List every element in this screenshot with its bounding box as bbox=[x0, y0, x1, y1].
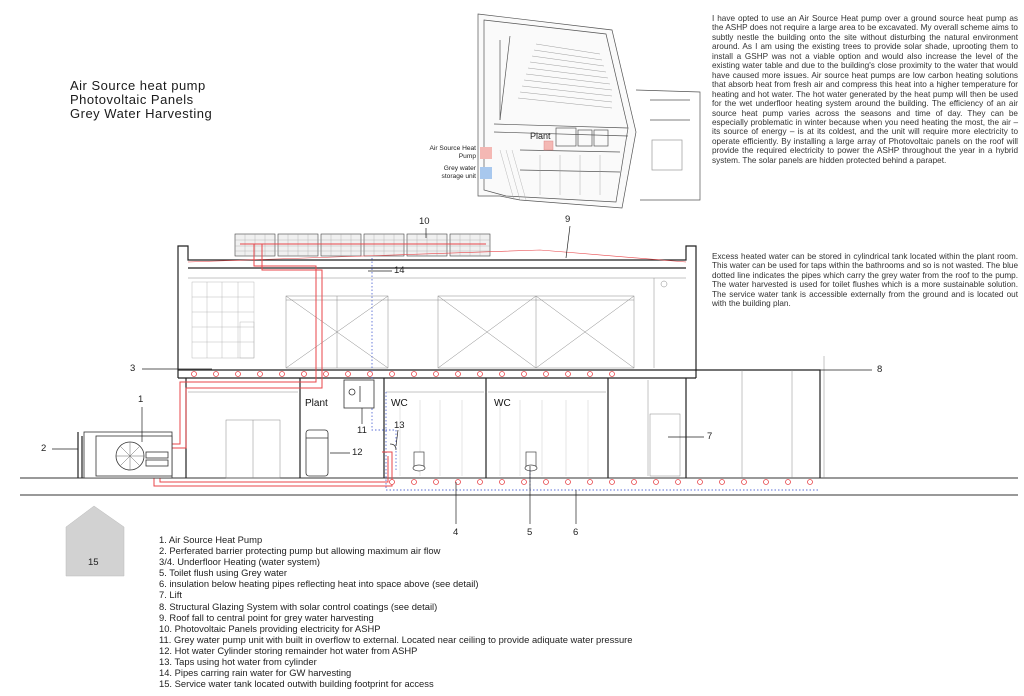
plan-plant-marker bbox=[544, 141, 553, 150]
callout-13: 13 bbox=[394, 420, 405, 431]
room-label-wc-1: WC bbox=[391, 398, 408, 409]
underfloor-lower bbox=[390, 480, 813, 485]
grey-water-swatch bbox=[480, 167, 492, 179]
hot-water-cylinder bbox=[306, 430, 328, 476]
plant-equipment bbox=[306, 380, 396, 476]
callout-9: 9 bbox=[565, 214, 571, 225]
ashp-swatch bbox=[480, 147, 492, 159]
title-line-3: Grey Water Harvesting bbox=[70, 106, 213, 121]
legend-item: 14. Pipes carring rain water for GW harvesting bbox=[159, 667, 352, 679]
legend-item: 5. Toilet flush using Grey water bbox=[159, 567, 288, 579]
callout-8: 8 bbox=[877, 364, 883, 375]
legend-item: 2. Perferated barrier protecting pump but allowing maximum air flow bbox=[159, 545, 441, 557]
room-label-wc-2: WC bbox=[494, 398, 511, 409]
callout-11: 11 bbox=[357, 425, 367, 436]
title-line-2: Photovoltaic Panels bbox=[70, 92, 194, 107]
plan-plant-label: Plant bbox=[530, 131, 551, 141]
callout-10: 10 bbox=[419, 216, 430, 227]
ashp-unit bbox=[84, 432, 172, 478]
underfloor-upper bbox=[192, 372, 615, 377]
site-plan bbox=[478, 14, 700, 208]
room-label-plant: Plant bbox=[305, 398, 328, 409]
grey-water-pump bbox=[344, 380, 374, 408]
legend-item: 7. Lift bbox=[159, 589, 182, 601]
callout-1: 1 bbox=[138, 394, 144, 405]
tap bbox=[390, 444, 396, 450]
description-paragraph-2: Excess heated water can be stored in cylindrical tank located within the plant room. This water can be used for taps within the bathrooms and so is not wasted. The blue dotted line indicates the pipes which carry the grey water from the roof to the pump. The water harvested is used for toilet flushes which is a more sustainable solution. The service water tank is accessible externally from the ground and is located out with the building plan. bbox=[712, 252, 1018, 309]
legend-item: 10. Photovoltaic Panels providing electricity for ASHP bbox=[159, 622, 381, 634]
legend-item: 12. Hot water Cylinder storing remainder hot water from ASHP bbox=[159, 644, 418, 656]
title-line-1: Air Source heat pump bbox=[70, 78, 206, 93]
grey-water-key-label: Grey water storage unit bbox=[441, 165, 476, 180]
callout-5: 5 bbox=[527, 527, 533, 538]
callout-12: 12 bbox=[352, 447, 363, 458]
perforated-barrier bbox=[78, 432, 82, 478]
legend-item: 1. Air Source Heat Pump bbox=[159, 534, 263, 545]
legend-item: 9. Roof fall to central point for grey water harvesting bbox=[159, 611, 374, 623]
callout-3: 3 bbox=[130, 363, 136, 374]
callout-7: 7 bbox=[707, 431, 713, 442]
callout-4: 4 bbox=[453, 527, 459, 538]
ashp-key-label: Air Source Heat Pump bbox=[429, 145, 476, 160]
legend-item: 11. Grey water pump unit with built in overflow to external. Located near ceiling to provide adiquate water pressure bbox=[159, 633, 633, 645]
legend-item: 13. Taps using hot water from cylinder bbox=[159, 656, 317, 668]
legend-item: 15. Service water tank located outwith building footprint for access bbox=[159, 678, 434, 690]
description-paragraph-1: I have opted to use an Air Source Heat pump over a ground source heat pump as the ASHP does not require a large area to be excavated. My overall scheme aims to subtly nestle the building onto the site without disturbing the natural environment around. As I am using the existing trees to provide solar shade, uprooting them to install a GSHP was not a viable option and would also increase the level of the existing water table and due to the building's close proximity to the water that would have caused more issues. Air source heat pumps are low carbon heating solutions that absorb heat from fresh air and compress this heat into a higher temperature for heating and hot water. The hot water generated by the heat pump will then be used for the wet underfloor heating system around the building. The efficiency of an air source heat pump varies across the seasons and time of day. They can be especially problematic in winter because when you need heating the most, the air – its source of energy – is at its coldest, and the unit will require more electricity to operate efficiently. By installing a large array of Photovoltaic panels on the roof will provide the required electricity to power the ASHP throughout the year in a hybrid system. The solar panels are hidden protected behind a parapet. bbox=[712, 14, 1018, 165]
callout-15: 15 bbox=[88, 557, 99, 568]
legend-item: 3/4. Underfloor Heating (water system) bbox=[159, 556, 321, 568]
grey-water-pipe bbox=[372, 258, 820, 490]
callout-14: 14 bbox=[394, 265, 405, 276]
callout-2: 2 bbox=[41, 443, 47, 454]
legend-item: 6. insulation below heating pipes reflecting heat into space above (see detail) bbox=[159, 578, 479, 590]
legend-list bbox=[159, 534, 633, 689]
legend-item: 8. Structural Glazing System with solar control coatings (see detail) bbox=[159, 600, 438, 612]
pv-panels bbox=[235, 234, 490, 256]
callout-6: 6 bbox=[573, 527, 579, 538]
